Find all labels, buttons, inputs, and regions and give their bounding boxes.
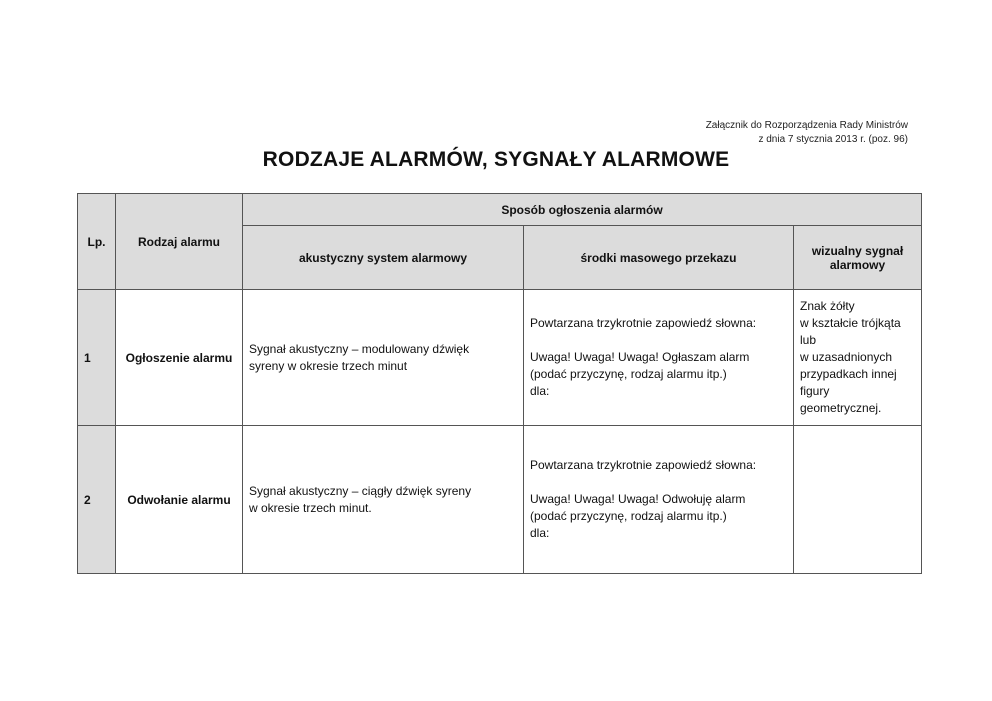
row-lp: 1: [78, 290, 116, 426]
visual-line: w uzasadnionych: [800, 350, 893, 364]
table-row: [78, 290, 922, 426]
visual-line: w kształcie trójkąta: [800, 316, 901, 330]
row-kind: Odwołanie alarmu: [116, 426, 243, 574]
media-line-2: Uwaga! Uwaga! Uwaga! Ogłaszam alarm: [530, 350, 750, 364]
media-line-2: Uwaga! Uwaga! Uwaga! Odwołuję alarm: [530, 492, 746, 506]
header-kind: Rodzaj alarmu: [116, 194, 243, 290]
annex-note: [706, 119, 908, 147]
alarm-table: [77, 193, 922, 574]
header-visual-line-1: wizualny sygnał: [811, 243, 904, 258]
acoustic-line-2: w okresie trzech minut.: [249, 500, 372, 515]
header-visual-line-2: alarmowy: [829, 257, 886, 272]
media-line-1: Powtarzana trzykrotnie zapowiedź słowna:: [530, 458, 757, 472]
header-acoustic: akustyczny system alarmowy: [243, 226, 524, 290]
media-line-3: (podać przyczynę, rodzaj alarmu itp.): [530, 367, 727, 381]
row-acoustic: [243, 426, 524, 574]
page-title: RODZAJE ALARMÓW, SYGNAŁY ALARMOWE: [262, 148, 730, 171]
acoustic-line-2: syreny w okresie trzech minut: [249, 358, 408, 373]
media-line-4: dla:: [530, 526, 550, 540]
media-line-3: (podać przyczynę, rodzaj alarmu itp.): [530, 509, 727, 523]
annex-line-2: z dnia 7 stycznia 2013 r. (poz. 96): [758, 134, 908, 145]
row-kind: Ogłoszenie alarmu: [116, 290, 243, 426]
annex-line-1: Załącznik do Rozporządzenia Rady Ministrów: [705, 120, 908, 131]
row-lp: 2: [78, 426, 116, 574]
header-row-top: [78, 194, 922, 226]
row-visual: [794, 290, 922, 426]
row-media: [524, 290, 794, 426]
acoustic-line-1: Sygnał akustyczny – modulowany dźwięk: [249, 341, 470, 356]
media-line-4: dla:: [530, 384, 550, 398]
header-visual: [794, 226, 922, 290]
table-row: [78, 426, 922, 574]
visual-line: Znak żółty: [800, 299, 855, 313]
visual-line: lub: [800, 333, 817, 347]
row-media: [524, 426, 794, 574]
acoustic-line-1: Sygnał akustyczny – ciągły dźwięk syreny: [249, 483, 472, 498]
header-method: Sposób ogłoszenia alarmów: [243, 194, 922, 226]
header-media: środki masowego przekazu: [524, 226, 794, 290]
row-visual: [794, 426, 922, 574]
row-acoustic: [243, 290, 524, 426]
visual-line: figury: [800, 384, 830, 398]
media-line-1: Powtarzana trzykrotnie zapowiedź słowna:: [530, 316, 757, 330]
visual-line: geometrycznej.: [800, 401, 882, 415]
header-lp: Lp.: [78, 194, 116, 290]
visual-line: przypadkach innej: [800, 367, 897, 381]
